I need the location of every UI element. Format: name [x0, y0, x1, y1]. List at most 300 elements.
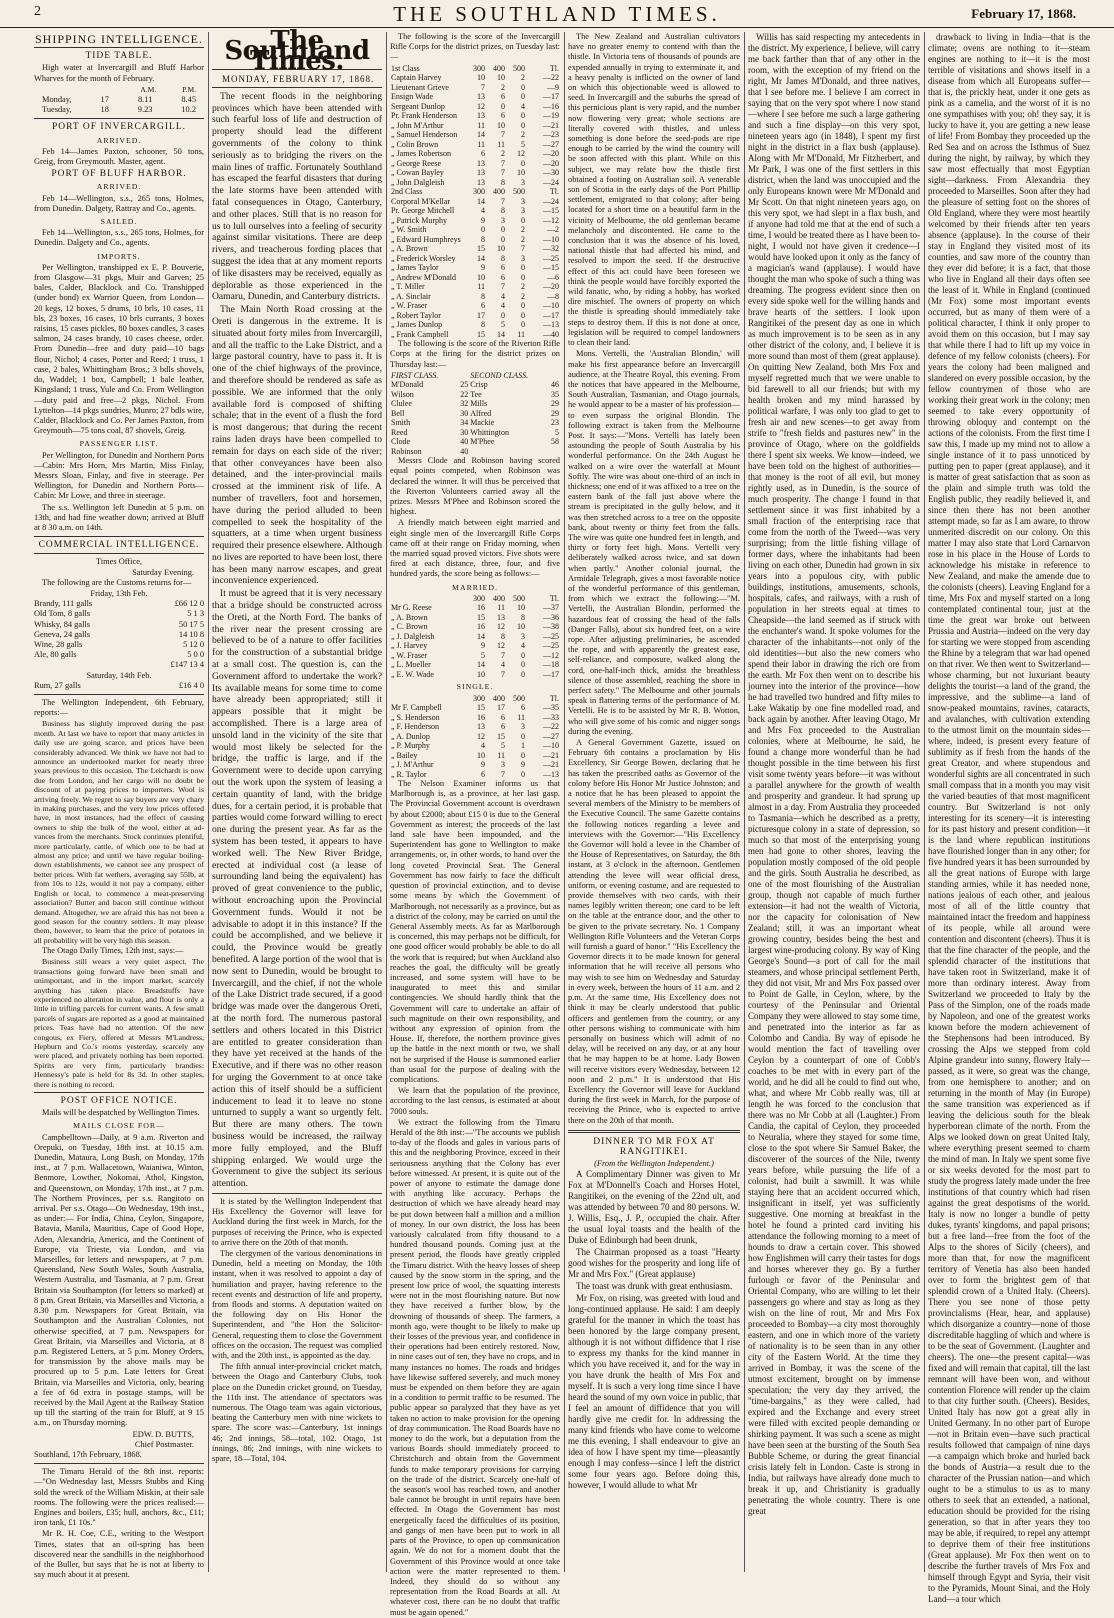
score-value: 3 [521, 206, 525, 216]
score-row [390, 741, 560, 751]
fox-speech-cont: Willis has said respecting my antecedents in the district. My experience, I believe, will carry me back farther than that of any other in the room, with the exception of my friend on the right, Mr James M'Donald, and three natives, that I see before me. I believe I am correct in saying that on the very spot where I now stand—where I see before me such a large gathering and such a fine display—on this very spot, nineteen years ago (in 1848), I spent my first night in the district in a flax bush (applause). Along with Mr M'Donald, Mr Fitzherbert, and Mr Park, I was one of the first settlers in this district, when the land was unoccupied and the only Europeans known were Mr M'Donald and Mr Scott. On that night nineteen years ago, on this very spot, we had slept in a flax bush, and if anyone had told me that at the end of such a time, I would be treated there as I have been to-night, I would not have given it credence—I would have looked upon it only as the fancy of a magician's wand (applause). I would have thought the man who spoke of such a thing was dreaming. The progress evident since then on every side spoke well for the willing hands and brave hearts of the settlers. I look upon Rangitikei of the present day as one in which as much improvement is to be seen as in any other district of the colony, and, I believe it is more sound than most of them (great applause). On quitting New Zealand, both Mrs Fox and myself regretted much that we were unable to bid farewell to all our friends; but with my health broken and my mind harassed by political warfare, I was only too glad to get to fresh air and new scenes—to get away from strife to "fresh fields and pastures new" in the province of Otago, where on the goldfields there I spent six weeks. We know—indeed, we have been told on the highest of authorities—that money is the root of all evil, but money rightly used, as in Dunedin, is the source of much prosperity. The change I found in that settlement since it was first inhabited by a small fraction of the enterprising race that come from the north of the Tweed—was very surprising; from the little fishing village of former days, where the inhabitants had been living on each other, Dunedin had grown in six years into a populous city, with public buildings, institutions, amusements, schools, hospitals, cafes, and railways, with a rush of population in her streets equal at times to Cheapside—the land seemed as if struck with the enchanter's wand. It spoke volumes for the character of the inhabitants—not only of the old identities—but also the new comers who spend their labor in drawing the rich ore from the earth. Mr Fox then went on to describe his journey into the interior of the province—how he had travelled two hundred and fifty miles to Lake Wakatip by one fine modelled road, and back again by another. After leaving Otago, Mr and Mrs Fox proceeded to the Australian colonies, where at Melbourne, he said, he found a change more wonderful than he had thought possible in the time between his first visit some twenty years before—it was without a parallel anywhere for the growth of wealth and prosperity and grandeur. It had sprung up almost in a day. From Australia they proceeded to Tasmania—which he described as a pretty, picturesque colony in a state of depression, so much so that most of the enterprising young men had gone to other shores, leaving the population mostly composed of the old people and the girls. South Australia he described, as one of the most flourishing of the Australian group, though not capable of much further extension—it had not the wealth of Victoria, nor the capacity for colonisation of New Zealand; still, it was an important wheat growing country, besides being the best and largest wine-producing colony. By way of King George's Sound—a port of call for the mail steamers, and whose principal settlement Perth, they did not visit, Mr and Mrs Fox passed over to Point de Galle, in Ceylon, where, by the courtesy of the Peninsular and Oriental Company they were allowed to stay some time, and penetrated into the interior as far as Colombo and Candia. By way of episode he would mention the fact of travelling over Ceylon by a counterpart of one of Cobb's coaches to be met with in every part of the world, and he did all he could to find out who, what, and where Mr Cobb really was, till at length he was forced to the conclusion that there was no Mr Cobb at all (Laughter.) From Candia, the capital of Ceylon, they proceeded to Neuralia, where they stayed for some time, close to the spot where Sir Samuel Baker, the discoverer of the sources of the Nile, twenty years before, while pursuing the life of a colonist, had built a sawmill. It was while staying here that an accident occurred which, insignificant in itself, yet was sufficiently suggestive. One morning at breakfast in the hotel he found a printed card inviting his attendance the following morning to a meet of hounds to draw a certain cover. This showed how Englishmen will carry their tastes for dogs and horses wherever they go. By a further furlough or favor of the Peninsular and Oriental Company, who are willing to let their passengers go where and stay as long as they wish on the line of rout, Mr and Mrs Fox proceeded to Bombay—a city most thoroughly eastern, and one in which more of the variety of nationality is to be seen than in any other city of the Eastern World. At the time they arrived in Bombay, it was the scene of the utmost excitement, brought on by immense speculation; the very day they arrived, the "time-bargains," as they were called, had expired and the Exchange and every street were filled with excited people demanding or shirking payment. It was such a scene as might have been seen at the bursting of the South Sea Bubble Scheme, or during the great financial crisis lately felt in London. Caste is strong in India, but railways have already done much to break it up, and Christianity is gradually penetrating the whole country. There is one great [748, 32, 920, 1516]
riverton-score: 30 [460, 427, 469, 437]
bluff-sailed: Feb 14—Wellington, s.s., 265 tons, Holmes, for Dunedin. Dalgety and Co., agents. [34, 228, 204, 248]
vertelli-note: Mons. Vertelli, the 'Australian Blondin,' will make his first appearance before an Invercargill audience, at the Theatre Royal, this evening. From the notices that have appeared in the Melbourne, South Australian, Tasmanian, and Otago journals, he would appear to be a master of his profession—to even surpass the original Blondin. The following extract is taken from the Melbourne Post. It says:—"Mons. Vertelli has lately been astounding the people of South Australia by his wonderful performance. On the 24th August he walked on a wire over the waterfall at Mount Softly. The wire was about one-third of an inch in thickness; one end of it was affixed to a tree on the eastern bank of the fall just above where the stream is precipitated in the gully below, and it was then stretched across to a tree on the opposite bank, about twenty or thirty feet from the falls. The wire was quite one hundred feet in length, and thirty or forty feet high. Mons. Vertelli very deliberately walked across twice, and sat down when partly." Another colonial journal, the Armidale Telegraph, gives a most favorable notice of the wonderful performance of this gentleman, from which we extract the following:—"M. Vertelli, the Australian Blondin, performed the hazardous feat of crossing the head of the falls (Danger Falls), about six hundred feet, on a wire rope. After adjusting preliminaries, he ascended the rope, and with apparently the greatest ease, self-reliance, and composure, walked along the cord, one-half-inch thick, amidst the breathless silence of those assembled, reaching the shore in perfect safety." The Melbourne and other journals speak in flattering terms of the performance of M. Vertelli. He is to be assisted by Mr R. B. Wotton, who will give some of his comic and nigger songs during the evening. [568, 349, 740, 736]
score-col-label: 300 [473, 593, 485, 603]
score-row [390, 651, 560, 661]
score-value: 2 [521, 225, 525, 235]
score-name: Mr G. Reese [391, 603, 432, 613]
score-total: —25 [543, 641, 559, 651]
score-col-label: 500 [513, 693, 525, 703]
timaru-floods: We extract the following from the Timaru Herald of the 8th inst:—"The accounts we publish to-day of the floods and gales in various parts of this and the neighboring Province, exceed in their seriousness anything that the Colony has ever before witnessed. At present, it is quite out of the power of anyone to estimate the damage done with anything like accuracy. Perhaps the destruction of which we have already heard may be put down between half a million and a million of money. In our own district, the loss has been variously calculated from fifty thousand to a hundred thousand pounds. Coming just at the present period, the floods have greatly crippled the Timaru district. With the heavy losses of sheep caused by the snow storm in the spring, and the present low price of wool, the squatting interests were not in the most flourishing nature. But now they have received a further blow, by the drowning of thousands of sheep. The farmers, a month ago, were thought to be likely to make up their losses of the previous year, and confidence in their operations had been entirely restored. Now, in nine cases out of ten, they have no crops, and in many instances no homes. The roads and bridges have likewise suffered severely, and much money must be expended on them before they are again in a condition to permit traffic to be resumed. The public appear so paralyzed that they have as yet taken no action to make provision for the opening of dray communication. The Road Boards have no money to do the work, but a deputation from the various Boards should immediately proceed to Christchurch and obtain from the Government funds to make temporary provisions for carrying on the trade of the district. Scarcely one-half of the season's wool has reached town, and another bale cannot be brought in until repairs have been effected. In Otago the Government has most energetically faced the difficulties of its position, and gangs of men have been put to work in all parts of the Province, to open up communication again. We do not for a moment doubt that the Government of this Province would at once take action were the matter represented to them. Indeed, they should do so without any representation from the Road Boards at all. At whatever cost, there can be no doubt that traffic must be again opened." [390, 1117, 560, 1617]
inv-arrived: Feb 14—James Paxton, schooner, 50 tons, Greig, from Greymouth. Master, agent. [34, 146, 204, 167]
score-value: 14 [497, 329, 505, 339]
score-value: 3 [501, 760, 505, 770]
return-row [34, 640, 204, 650]
return-row [34, 630, 204, 640]
return-row [34, 609, 204, 619]
score-value: 12 [517, 149, 525, 159]
riverton-score: 5 [555, 427, 559, 437]
saturday-evening: Saturday Evening. [132, 567, 194, 577]
score-total: —33 [543, 712, 559, 722]
population-note: We learn that the population of the province, according to the last census, is estimated at about 7000 souls. [390, 1086, 560, 1116]
score-row [390, 73, 560, 83]
score-name: „ A. Brown [391, 244, 428, 254]
return-row [34, 599, 204, 609]
otago-intro: The Otago Daily Times, 12th inst, says:— [42, 946, 184, 956]
po-signature: EDW. D. BUTTS, [132, 1429, 194, 1439]
score-row [390, 178, 560, 188]
score-value: 7 [501, 196, 505, 206]
fox-speech-cont-2: drawback to living in India—that is the climate; ovens are nothing to it—steam engines are nothing to it—it is the most terrible of visitations and shows itself in a disease from which all Europeans suffer—that is, the prickly heat, under it one gets as pink as a camelia, and the worst of it is no one sympathises with you; oh! they say, it is lucky to have it, you are getting a new lease of life! From Bombay they proceeded up the Red Sea and on across the Isthmus of Suez during the night, by railway, by which they saw most effectually that most Egyptian sight—darkness. From Alexandria they proceeded to Marseilles. Soon after they had the pleasure of setting foot on the shores of Old England, where they were most heartily welcomed by their friends after ten years absence (applause). In the course of their stay in England they visited most of its counties, and saw more of the country than they ever did before; it is a fact, that those who live in England all their days often see the least of it. While in England (continued (Mr Fox) some most important events occurred, but as many of them were of a political character, I think it only proper to avoid them on this occasion, but I may say that while there I had to lift up my voice in defence of my fellow colonists (cheers). For years the colony had been maligned and slandered on every possible occasion, by the fellow countrymen of those who are working their great work in the colony; men seemed to take every opportunity of throwing obloquy and contempt on the actions of the colonists. From the first time I saw this, I made up my mind not to allow a single instance of it to pass unnoticed by putting pen to paper (great applause), and it is matter of great satisfaction that as soon as the plain and simple truth was told the English public, they readily believed it, and since then there has not been another attempt made, so far as I am aware, to throw unmerited discredit on our colony. On this matter I may also state that Lord Carnarvon rose in his place in the House of Lords to acknowledge his mistake in reference to New Zealand, and make the amende due to the colonists (cheers). Leaving England for a time, Mrs Fox and myself started on a long contemplated continental tour, just at the time the great war broke out between Prussia and Austria—indeed on the very day for starting we were stopped from ascending the Rhine by a telegram that war had opened on that river. We then went to Switzerland—whose charming, but not luxuriant beauty delights the tourist—a land of the grand, the impressive, and the sublime—a land of snow-peaked mountains, ravines, cataracts, and avalanches, with cultivation extending to the utmost limit on the mountain sides—where, indeed, is present every feature of sublimity as if fresh from the hands of the great Creator, and where stupendous and wonderful sights are all concentrated in such small compass that in a month you may visit the varied beauties of that most magnificent country. But Switzerland is not only interesting for its scenery—it is interesting for its past history and present condition—it is the land where republican institutions have flourished longer than in any other; for five hundred years it has been surrounded by all the great nations of Europe with large standing armies, while it has needed none, nations jealous of each other, and jealous most of all of the little country that maintained intact the freedom and happiness of its people, while all around were contention and discontent (cheers). Thus it is that the fine character of the people, and the splendid character of the institutions that have taken root in Switzerland, make it of more than ordinary interest. Away from Switzerland we proceeded to Italy by the Pass of the Simplon, one of the roads made by Napoleon, and one of the greatest works known before the modern achievement of the Stephensons had been introduced. By crossing the Alps we stepped from cold Alpine grandeur into sunny, flowery Italy—passed, as it were, so great was the change, from one hemisphere to another; and on returning in the month of May (in Europe) the same transition was experienced as if leaving the delicious south for the bleak hyperborean climate of the north. From the Alps we looked down on great United Italy, where everything present seemed to charm the mind of man. In Italy we spent some five or six weeks devoted for the most part to study the progress lately made under the free institutions of that country which had risen against the great despotisms of the world. Italy is now no longer a bundle of petty dukes, tyrants' kingdoms, and papal prisons; but a free land—free from the foot of the Alps to the shores of Sicily (cheers), and more than that, for now the magnificent territory of Venetia has also been handed over to form the brightest gem of that splendid crown of a United Italy. (Cheers). There you see none of those petty provincialisms (Hear, hear, and applause) which disorganize a country—none of those discreditable haggling of which and where is to be the seat of Government. (Laughter and cheers). The one—the present capital—was fixed and will remain that capital, till the last remnant will have been won, and without contention Florence will render up the claim to that city further south. (Cheers). Besides, United Italy has now got a great ally in United Germany. In no other part of Europe—not in Britain even—have such practical results followed that campaign of nine days—a campaign which broke and hurled back the bonds of Austria—a result due to the character of the Prussian nation—and which ought to be a stimulus to us as to many others to seek that an extended, a national, education should be provided for the rising generation, so that in after years they too may be able, if required, to repel any attempt to deprive them of their free institutions (Great applause). Mr Fox then went on to describe the further travels of Mrs Fox and himself through Egypt and Syria, their visit to the Pyramids, Mount Sinai, and the Holy Land—a tour which [928, 32, 1090, 1604]
riverton-header [390, 371, 560, 381]
score-value: 7 [501, 130, 505, 140]
arrived-label: ARRIVED. [96, 135, 142, 145]
riverton-name: Robinson [391, 446, 422, 456]
tide-table [34, 85, 204, 116]
score-class-label: 1st Class [391, 63, 420, 73]
mails-intro: Mails will be despatched by Wellington Times. [42, 1108, 200, 1118]
score-total: —27 [543, 731, 559, 741]
score-value: 2 [521, 291, 525, 301]
score-name: „ George Reese [391, 158, 442, 168]
score-name: Captain Harvey [391, 73, 442, 83]
tide-intro: High water at Invercargill and Bluff Harbor Wharves for the month of February. [34, 63, 204, 83]
score-total: —8 [547, 291, 559, 301]
score-name: „ L. Moeller [391, 660, 431, 670]
score-value: 6 [481, 301, 485, 311]
riverton-score: 35 [551, 389, 559, 399]
score-row [390, 197, 560, 207]
tide-col-label: P.M. [182, 84, 196, 94]
score-value: 17 [477, 310, 485, 320]
score-value: 10 [477, 750, 485, 760]
score-total: —38 [543, 622, 559, 632]
score-total: —13 [543, 769, 559, 779]
score-name: „ J. M'Arthur [391, 760, 434, 770]
masthead-date: February 17, 1868. [971, 6, 1076, 21]
score-col-label: 300 [473, 693, 485, 703]
score-col-label: 400 [493, 63, 505, 73]
score-value: 0 [521, 650, 525, 660]
tide-cell: 8.11 [137, 95, 153, 105]
score-value: 4 [521, 101, 525, 111]
score-header [390, 594, 560, 604]
score-value: 0 [521, 301, 525, 311]
return-item: Old Tom, 8 galls [34, 609, 91, 619]
score-value: 2 [501, 82, 505, 92]
score-total: —23 [543, 130, 559, 140]
return-item: Wine, 28 galls [34, 639, 83, 649]
return-amount: 5 1 3 [187, 609, 204, 619]
score-row [390, 92, 560, 102]
score-row [390, 149, 560, 159]
score-value: 5 [521, 139, 525, 149]
score-value: 7 [501, 282, 505, 292]
score-row [390, 216, 560, 226]
score-total: —20 [543, 149, 559, 159]
score-value: 2 [501, 149, 505, 159]
score-value: 6 [501, 722, 505, 732]
score-total: —32 [543, 244, 559, 254]
score-value: 5 [501, 320, 505, 330]
riverton-name: Mills [470, 399, 488, 409]
score-value: 0 [521, 111, 525, 121]
score-name: „ A. Sinclair [391, 291, 431, 301]
leader-date: MONDAY, FEBRUARY 17, 1868. [222, 73, 375, 84]
customs-intro: The following are the Customs returns for— [42, 577, 192, 587]
score-value: 3 [521, 177, 525, 187]
return-item: Ale, 80 galls [34, 650, 77, 660]
score-name: „ James Dunlop [391, 320, 443, 330]
riverton-row [390, 447, 560, 457]
score-value: 14 [477, 130, 485, 140]
riverton-name: M'Donald [391, 380, 424, 390]
score-name: Mr F. Campbell [391, 703, 442, 713]
score-class-label [390, 594, 466, 604]
page-number: 2 [34, 4, 41, 19]
score-value: 16 [477, 712, 485, 722]
dinner-report: A Complimentary Dinner was given to Mr Fox at M'Donnell's Coach and Horses Hotel, Rangitikei, on the evening of the 22nd ult, and was attended by between 70 and 80 persons. W. J. Willis, Esq., J. P., occupied the chair. After the usual loyal toasts and the health of the Duke of Edinburgh had been drunk, The Chairman proposed as a toast "Hearty good wishes for the prosperity and long life of Mr and Mrs Fox." (Great applause) The toast was drunk with great enthusiasm. Mr Fox, on rising, was greeted with loud and long-continued applause. He said: I am deeply grateful for the manner in which the toast has been honored by the large company present, although it is not without diffidence that I rise to express my thanks for the kind manner in which you have received it, and for the way in you have drunk the health of Mrs Fox and myself. It is such a very long time since I have heard the sound of my own voice in public, that I feel an amount of diffidence that you will hardly give me credit for. In addressing the many kind friends who have come to welcome me this evening, I shall endeavour to give an idea of how I have spent my time—pleasantly enough I may confess—since I left the district some four years ago. Before doing this, however, I would allude to what Mr [568, 1169, 740, 1491]
score-total: —24 [543, 177, 559, 187]
score-value: 3 [501, 215, 505, 225]
returns-total: £147 13 4 [170, 660, 204, 670]
score-name: Ensign Wade [391, 92, 434, 102]
score-col-label: 500 [513, 187, 525, 197]
score-class-label [390, 694, 466, 704]
po-title: Chief Postmaster. [134, 1439, 194, 1449]
tide-cell: 8.45 [181, 95, 196, 105]
score-value: 13 [497, 612, 505, 622]
score-value: 0 [521, 272, 525, 282]
riverton-second-label: SECOND CLASS. [470, 370, 529, 380]
score-total: —20 [543, 282, 559, 292]
score-total: —17 [543, 92, 559, 102]
score-value: 13 [477, 168, 485, 178]
score-value: 10 [517, 168, 525, 178]
column-1 [34, 32, 204, 1580]
tide-row [34, 105, 204, 115]
port-bluff-heading: PORT OF BLUFF HARBOR. [51, 169, 187, 180]
riverton-row [390, 399, 560, 409]
score-name: Pr. George Mitchell [391, 206, 455, 216]
riverton-name: Reed [391, 427, 408, 437]
score-name: „ P. Murphy [391, 741, 430, 751]
score-value: 9 [481, 760, 485, 770]
score-name: Lieutenant Grieve [391, 82, 449, 92]
score-row [390, 168, 560, 178]
score-row [390, 263, 560, 273]
score-value: 15 [477, 244, 485, 254]
score-value: 0 [521, 120, 525, 130]
score-total: —21 [543, 760, 559, 770]
riverton-row [390, 437, 560, 447]
score-row [390, 140, 560, 150]
tide-cell: 9.23 [137, 105, 153, 115]
score-value: 0 [521, 215, 525, 225]
riverton-name: Tee [470, 389, 482, 399]
riverton-name: Smith [391, 418, 411, 428]
score-col-label: 500 [513, 593, 525, 603]
score-total: —19 [543, 111, 559, 121]
return-item: Geneva, 24 galls [34, 629, 91, 639]
married-table [390, 594, 560, 680]
score-value: 0 [501, 234, 505, 244]
score-total: —36 [543, 612, 559, 622]
score-header [390, 694, 560, 704]
arrived-label: ARRIVED. [96, 182, 142, 192]
dinner-source: (From the Wellington Independent.) [594, 1159, 714, 1169]
paper-title: The Southland Times. [212, 32, 382, 70]
score-value: 6 [501, 712, 505, 722]
score-value: 0 [521, 769, 525, 779]
score-total: —22 [543, 722, 559, 732]
score-value: 7 [501, 669, 505, 679]
sailed-label: SAILED. [100, 217, 138, 227]
score-value: 8 [481, 234, 485, 244]
score-value: 0 [521, 750, 525, 760]
score-row [390, 632, 560, 642]
score-name: „ J. Dalgleish [391, 631, 435, 641]
riverton-row [390, 409, 560, 419]
score-col-label: Tl. [549, 63, 559, 73]
po-date: Southland, 17th February, 1868. [34, 1449, 142, 1459]
times-office: Times Office, [95, 557, 143, 567]
tide-cell: Tuesday, [42, 105, 72, 115]
score-value: 7 [481, 82, 485, 92]
tide-header-row [34, 85, 204, 95]
score-total: —10 [543, 301, 559, 311]
coe-note: Mr R. H. Coe, C.E., writing to the Westport Times, states that an oil-spring has been discovered near the sandhills in the neighborhood of the Buller, but says that he is not at liberty to say much about it at present. [34, 1529, 204, 1580]
score-name: „ F. Henderson [391, 722, 440, 732]
score-value: 17 [497, 703, 505, 713]
score-header [390, 187, 560, 197]
return-amount: £66 12 0 [174, 599, 204, 609]
score-col-label: 400 [493, 693, 505, 703]
score-row [390, 320, 560, 330]
score-value: 0 [521, 310, 525, 320]
score-value: 7 [501, 769, 505, 779]
score-name: „ Samuel Henderson [391, 130, 458, 140]
rum-return: Rum, 27 galls £16 4 0 [34, 680, 204, 690]
score-name: „ Frederick Worsley [391, 253, 456, 263]
riverton-score: 32 [460, 399, 469, 409]
score-row [390, 713, 560, 723]
riverton-score: 40 [460, 437, 469, 447]
score-col-label: Tl. [549, 187, 559, 197]
score-value: 10 [477, 669, 485, 679]
score-col-label: 300 [473, 63, 485, 73]
return-amount: 50 17 5 [178, 619, 204, 629]
score-value: 4 [481, 741, 485, 751]
score-total: —18 [543, 660, 559, 670]
score-name: „ Robert Taylor [391, 310, 441, 320]
score-total: —9 [547, 82, 559, 92]
score-col-label: 500 [513, 63, 525, 73]
score-row [390, 722, 560, 732]
score-value: 15 [477, 612, 485, 622]
clergy-note: The clergymen of the various denominations in Dunedin, held a meeting on Monday, the 10th instant, when it was resolved to appoint a day of humiliation and prayer, having reference to the recent events and destruction of life and property, from floods and storms. A deputation waited on the following day on His Honor the Superintendent, and "the Hon the Solicitor-General, requesting them to close the Government offices on the occasion. The request was complied with, and the 20th inst., is appointed as the day. [212, 1248, 382, 1360]
tide-heading: TIDE TABLE. [85, 51, 153, 62]
tide-cell: 18 [100, 105, 109, 115]
score-value: 3 [521, 253, 525, 263]
score-name: „ J. Harvey [391, 641, 428, 651]
return-amount: 14 10 8 [178, 629, 204, 639]
score-value: 3 [521, 631, 525, 641]
score-total: —35 [543, 703, 559, 713]
score-value: 11 [497, 139, 505, 149]
score-total: —2 [547, 225, 559, 235]
riverton-row [390, 428, 560, 438]
score-value: 5 [481, 650, 485, 660]
score-total: —25 [543, 253, 559, 263]
score-value: 0 [521, 669, 525, 679]
score-value: 2 [521, 282, 525, 292]
score-name: „ James Robertson [391, 149, 451, 159]
score-value: 10 [517, 603, 525, 613]
score-value: 11 [517, 329, 525, 339]
score-value: 8 [501, 631, 505, 641]
cricket-note: The fifth annual inter-provincial cricket match, between the Otago and Canterbury Clubs, took place on the Dunedin cricket ground, on Tuesday, the 11th inst. The attendance of spectators was numerous. The Otago team was again victorious, beating the Canterbury men with nine wickets to spare. The score was:—Canterbury, 1st innings 46; 2nd innings, 58—total, 102. Otago, 1st innings, 86; 2nd innings, with nine wickets to spare, 18—Total, 104. [212, 1362, 382, 1463]
riverton-first-label: FIRST CLASS. [391, 370, 439, 380]
score-total: —15 [543, 206, 559, 216]
riverton-score: 29 [551, 399, 559, 409]
nelson-note: The Nelson Examiner informs us that Marlborough is, as a province, at her last gasp. The Provincial Government account is overdrawn by about £2000; about £15 0 is due to the General Government as interest; the proceeds of the last land sale have been impounded, and the Superintendent has gone to Wellington to make arrangements, or, in other words, to hand over the long coveted Provincial Seat. The General Government has now fairly to face the difficult question of provincial extinction, and to devise some means by which the Government of Marlborough, not necessarily as a province, but as a district of the colony, may be carried on until the General Assembly meets. As far as Marlborough is concerned, this may perhaps not be difficult, for one good officer would probably be able to do all the work that is required; but when Auckland also reaches the goal, the difficulty will be greatly increased, and some system will have to be inaugurated to meet this and similar contingencies. We should hardly think that the Government will care to undertake an affair of such magnitude on their own responsibility, and without any expression of opinion from the House. If, therefore, the northern province gives up the battle in the next month or two, we shall not be surprised if the House is summoned earlier than usual for the purpose of dealing with the complications. [390, 779, 560, 1084]
score-name: „ John Dalgleish [391, 177, 445, 187]
score-row [390, 330, 560, 340]
score-row [390, 301, 560, 311]
customs-returns [34, 599, 204, 660]
rifle-intro: The following is the score of the Invercargill Rifle Corps for the district prizes, on Tuesday last:— [390, 32, 560, 62]
score-value: 0 [501, 310, 505, 320]
score-name: „ Bailey [391, 750, 418, 760]
riverton-name: Bell [391, 408, 405, 418]
masthead [0, 0, 1114, 28]
riverton-table [390, 371, 560, 457]
mails-text: Campbelltown—Daily, at 9 a.m. Riverton and Orepuki, on Tuesday, 18th inst. at 10.15 a.m. Dunedin, Mataura, Long Bush, on Monday, 17th inst., at 7 p.m. Wallacetown, Waianiwa, Winton, Benmore, Lowther, Nokomai, Athol, Kingston, and Queenstown, on Monday, 17th inst., at 7 p.m. The Northern Provinces, per s.s. Rangitoto on arrival. Per s.s. Otago—On Wednesday, 19th inst., as under:— For India, China, Ceylon, Singapore, Batavia, Manila, Mauritius, Cape of Good Hope, Aden, Alexandria, America, and the Continent of Europe, via Trieste, via London, and via Marseilles, for letters and newspapers, at 7 p.m. Queensland, New South Wales, South Australia, Western Australia, and Tasmania, at 7 p.m. Great Britain via Southampton (for letters so marked) at 8 p.m. Great Britain, via Marseilles and Victoria, a 8.30 p.m. Newspapers for Great Britain, via Southampton and the Australian Colonies, not otherwise specified, at 7 p.m. Newspapers for Great Britain, via Marseilles and Victoria, at 8 p.m. Registered Letters, at 5 p.m. Money Orders, for transmission by the above mails may be procured up to 5 p.m. Late letters for Great Britain, via Marseilles and Victoria, only, bearing a fee of 6d extra in postage stamps, will be received by the Mail Agent at the Railway Station up till the starting of the train for Bluff, at 9 15 a.m., on Thursday morning. [34, 1132, 204, 1428]
score-row [390, 254, 560, 264]
score-total: —12 [543, 650, 559, 660]
score-value: 12 [477, 731, 485, 741]
score-value: 15 [497, 731, 505, 741]
dinner-heading: DINNER TO MR FOX AT RANGITIKEI. [593, 1136, 715, 1157]
imports-label: IMPORTS. [97, 251, 141, 261]
riverton-score: 22 [460, 389, 469, 399]
score-value: 11 [497, 750, 505, 760]
column-3 [390, 32, 560, 1617]
score-row [390, 83, 560, 93]
score-name: „ Edward Humphreys [391, 234, 461, 244]
score-col-label: 400 [493, 593, 505, 603]
score-value: 7 [521, 244, 525, 254]
score-row [390, 159, 560, 169]
match-intro: A friendly match between eight married and eight single men of the Invercargill Rifle Corps came off at their range on Friday morning, when the married squad proved victors. Five shots were fired at each distance, three, four, and five hundred yards, the score being as follows:— [390, 518, 560, 579]
return-item: Brandy, 111 galls [34, 599, 93, 609]
score-name: „ Andrew M'Donald [391, 272, 456, 282]
score-row [390, 244, 560, 254]
score-name: Corporal M'Kellar [391, 196, 450, 206]
riverton-row [390, 418, 560, 428]
riverton-name: M'Phee [470, 437, 495, 447]
column-5 [748, 32, 920, 1572]
score-name: „ W. Fraser [391, 301, 428, 311]
score-name: „ John M'Arthur [391, 120, 444, 130]
score-name: „ T. Miller [391, 282, 425, 292]
passengers-text: Per Wellington, for Dunedin and Northern Ports—Cabin: Mrs Horn, Mrs Martin, Miss Finlay, Messrs Sloan, Finlay, and five in steerage. Per Wellington, for Dunedin and Northern Ports—Cabin: Mr Lowe, and three in steerage. [34, 450, 204, 501]
score-value: 4 [521, 641, 525, 651]
tide-cell: Monday, [42, 95, 72, 105]
score-value: 8 [501, 177, 505, 187]
score-name: „ James Taylor [391, 263, 439, 273]
riverton-score: 29 [551, 408, 559, 418]
score-value: 10 [497, 244, 505, 254]
return-row [34, 620, 204, 630]
score-value: 9 [481, 215, 485, 225]
riverton-score: 40 [460, 446, 469, 456]
score-value: 8 [481, 291, 485, 301]
score-col-label: 400 [493, 187, 505, 197]
score-name: Pr. Frank Henderson [391, 111, 457, 121]
score-value: 0 [521, 731, 525, 741]
score-name: „ Colin Brown [391, 139, 439, 149]
commercial-heading: COMMERCIAL INTELLIGENCE. [38, 540, 200, 551]
score-value: 14 [477, 253, 485, 263]
riverton-name: Wilson [391, 389, 414, 399]
score-value: 6 [501, 263, 505, 273]
otago-report: Business still wears a very quiet aspect. The transactions going forward have been small and unimportant, and in the import market, scarcely anything has taken place. Breadstuffs have experienced no alteration in value, and flour is only a little in trifling parcels for current wants. A few small parcels of sugars are reported as a good at maintained prices. Teas have had no attention. Of the new congous, ex Fiery, offered at Messrs M'Landress, Hepburn and Co.'s rooms yesterday, scarcely any were placed, and privately nothing has been reported. Spirits are very firm, particularly brandies: Hennessy's pale is held for 8s 3d. In other staples, there is nothing to record. [34, 957, 204, 1089]
score-value: 13 [477, 92, 485, 102]
score-value: 12 [497, 641, 505, 651]
score-row [390, 641, 560, 651]
score-value: 2 [521, 73, 525, 83]
riverton-score [540, 447, 560, 457]
score-total: —6 [547, 272, 559, 282]
score-value: 13 [477, 722, 485, 732]
saturday-date: Saturday, 14th Feb. [86, 670, 152, 680]
return-amount: 5 12 0 [183, 639, 204, 649]
score-value: 10 [477, 73, 485, 83]
bluff-arrived: Feb 14—Wellington, s.s., 265 tons, Holmes, from Dunedin. Dalgety, Rattray and Co., agents. [34, 193, 204, 213]
riverton-score: 46 [551, 380, 559, 390]
score-total: —17 [543, 669, 559, 679]
score-value: 12 [497, 622, 505, 632]
score-row [390, 235, 560, 245]
score-value: 14 [477, 660, 485, 670]
score-value: 8 [501, 253, 505, 263]
score-col-label: Tl. [549, 693, 559, 703]
score-value: 6 [481, 769, 485, 779]
port-invercargill-heading: PORT OF INVERCARGILL. [52, 122, 186, 133]
score-value: 5 [501, 741, 505, 751]
score-value: 6 [481, 149, 485, 159]
wellington-intro: The Wellington Independent, 6th February, reports:— [34, 697, 204, 718]
score-value: 11 [497, 603, 505, 613]
score-row [390, 751, 560, 761]
score-name: „ Patrick Murphy [391, 215, 447, 225]
score-total: —21 [543, 120, 559, 130]
column-6 [928, 32, 1090, 1604]
score-total: —37 [543, 603, 559, 613]
score-value: 2 [521, 234, 525, 244]
score-row [390, 703, 560, 713]
return-item: Whisky, 84 galls [34, 619, 90, 629]
score-value: 4 [501, 291, 505, 301]
score-total: —27 [543, 139, 559, 149]
score-value: 15 [477, 703, 485, 713]
score-value: 4 [501, 301, 505, 311]
score-value: 13 [477, 111, 485, 121]
score-row [390, 760, 560, 770]
